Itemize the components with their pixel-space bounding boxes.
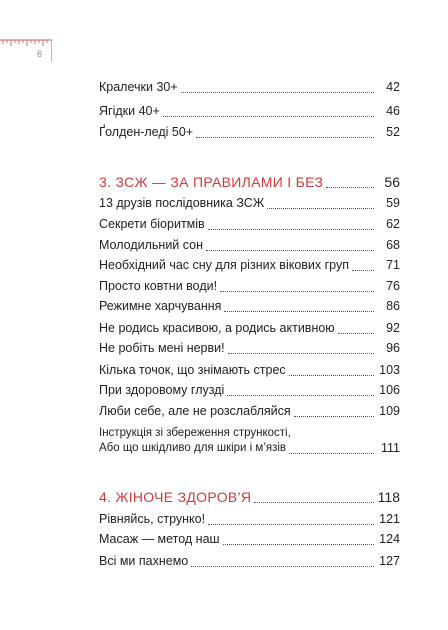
toc-entry-title: Секрети біоритмів	[99, 217, 205, 231]
toc-page-number: 76	[386, 279, 400, 293]
dot-leader	[338, 321, 374, 334]
dot-leader	[326, 175, 374, 188]
toc-entry[interactable]	[99, 238, 400, 253]
dot-leader	[196, 125, 374, 138]
toc-page-number: 121	[379, 512, 400, 526]
dot-leader	[223, 532, 374, 545]
toc-entry-title: Просто ковтни води!	[99, 279, 218, 293]
toc-entry[interactable]	[99, 104, 400, 119]
toc-page-number: 109	[379, 404, 400, 418]
dot-leader	[224, 299, 374, 312]
toc-entry-title: 13 друзів послідовника ЗСЖ	[99, 196, 265, 210]
toc-entry[interactable]	[99, 125, 400, 140]
toc-entry[interactable]	[99, 532, 400, 547]
toc-entry-title: При здоровому глузді	[99, 383, 225, 397]
toc-page-number: 68	[386, 238, 400, 252]
toc-entry[interactable]	[99, 196, 400, 211]
toc-entry-title: Режимне харчування	[99, 299, 222, 313]
page-number: 6	[37, 49, 43, 59]
dot-leader	[289, 441, 374, 454]
toc-entry-title: Не робіть мені нерви!	[99, 341, 225, 355]
toc-page-number: 42	[386, 80, 400, 94]
toc-entry-title: Масаж — метод наш	[99, 532, 220, 546]
toc-page-number: 106	[379, 383, 400, 397]
toc-entry-title: Ґолден-леді 50+	[99, 125, 194, 139]
toc-entry[interactable]	[99, 512, 400, 527]
toc-entry-title: Інструкція зі збереження стрункості,	[99, 427, 291, 439]
toc-page-number: 62	[386, 217, 400, 231]
toc-entry-title: Не родись красивою, а родись активною	[99, 321, 335, 335]
dot-leader	[227, 383, 374, 396]
toc-page-number: 46	[386, 104, 400, 118]
dot-leader	[228, 341, 374, 354]
toc-page-number: 103	[379, 363, 400, 377]
toc-entry[interactable]	[99, 217, 400, 232]
dot-leader	[208, 217, 374, 230]
toc-entry[interactable]	[99, 554, 400, 569]
toc-page-number: 71	[386, 258, 400, 272]
toc-page-number: 127	[379, 554, 400, 568]
toc-entry[interactable]	[99, 258, 400, 273]
toc-page-number: 118	[377, 489, 400, 505]
toc-entry-title: Рівняйсь, струнко!	[99, 512, 206, 526]
toc-page-number: 92	[386, 321, 400, 335]
dot-leader	[267, 196, 374, 209]
toc-entry-title: Молодильний сон	[99, 238, 204, 252]
dot-leader	[208, 512, 374, 525]
dot-leader	[181, 80, 374, 93]
toc-entry[interactable]	[99, 426, 400, 456]
toc-entry-title: Кралечки 30+	[99, 80, 178, 94]
dot-leader	[254, 490, 373, 503]
dot-leader	[289, 363, 374, 376]
dot-leader	[220, 279, 374, 292]
dot-leader	[163, 104, 374, 117]
toc-page-number: 56	[384, 174, 400, 190]
toc-entry[interactable]	[99, 341, 400, 356]
toc-entry[interactable]	[99, 299, 400, 314]
dot-leader	[206, 238, 374, 251]
toc-entry-title: Всі ми пахнемо	[99, 554, 189, 568]
dot-leader	[191, 554, 374, 567]
section-title: 3. ЗСЖ — ЗА ПРАВИЛАМИ І БЕЗ	[99, 174, 324, 190]
toc-entry[interactable]	[99, 363, 400, 378]
toc-entry[interactable]	[99, 404, 400, 419]
toc-page-number: 52	[386, 125, 400, 139]
toc-entry[interactable]	[99, 279, 400, 294]
dot-leader	[294, 404, 374, 417]
toc-entry[interactable]	[99, 321, 400, 336]
toc-section-heading[interactable]	[99, 490, 400, 505]
toc-page-number: 111	[380, 440, 400, 455]
section-title: 4. ЖІНОЧЕ ЗДОРОВ’Я	[99, 489, 252, 505]
dot-leader	[352, 258, 374, 271]
toc-entry-title: Люби себе, але не розслабляйся	[99, 404, 291, 418]
toc-entry-title: Необхідний час сну для різних вікових груп	[99, 258, 350, 272]
toc-entry-title-line2: Або що шкідливо для шкіри і м’язів	[99, 442, 287, 454]
toc-page-number: 86	[386, 299, 400, 313]
toc-page-number: 59	[386, 196, 400, 210]
toc-entry[interactable]	[99, 383, 400, 398]
toc-section-heading[interactable]	[99, 175, 400, 190]
toc-page-number: 96	[386, 341, 400, 355]
toc-page-number: 124	[379, 532, 400, 546]
toc-entry-title: Кілька точок, що знімають стрес	[99, 363, 286, 377]
toc-entry-title: Ягідки 40+	[99, 104, 160, 118]
toc-entry[interactable]	[99, 80, 400, 95]
